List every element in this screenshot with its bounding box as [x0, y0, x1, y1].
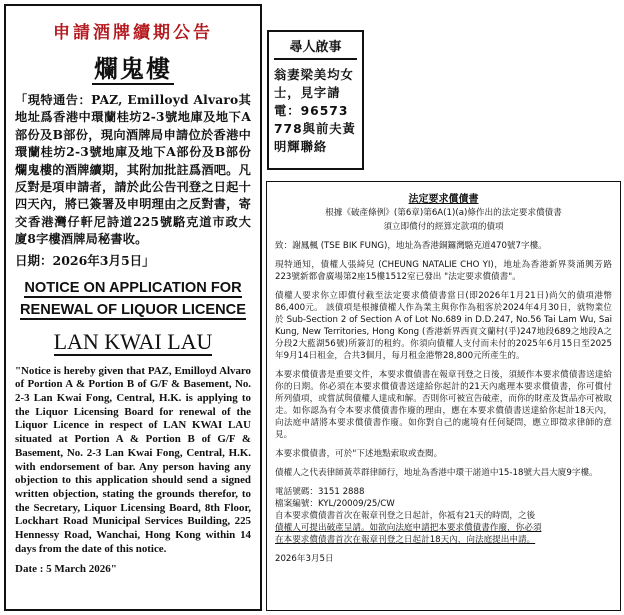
zh-notice-body: 「現特通告：PAZ, Emilloyd Alvaro其地址爲香港中環蘭桂坊2-3號地庫及地下A部份及B部份，現向酒牌局申請位於香港中環蘭桂坊2-3號地庫及地下A部份及B部份爛鬼樓的酒牌續期，其附加批註爲酒吧。凡反對是項申請者，請於此公告刊登之日起十四天內，將已簽署及申明理由之反對書，寄交香港灣仔軒尼詩道225號駱克道市政大廈8字樓酒牌局秘書收。	[15, 93, 251, 247]
person-search-notice	[267, 30, 364, 170]
en-notice-date: Date : 5 March 2026"	[15, 562, 117, 575]
demand-subtitle-2: 須立即償付的經算定款項的債項	[383, 222, 504, 232]
demand-copy-location: 本要求償債書，可於"下述地點索取或查閱。	[275, 449, 443, 459]
demand-subtitle-1: 根據《破產條例》(第6章)第6A(1)(a)條作出的法定要求償債書	[325, 208, 562, 218]
demand-deadline-c: 在本要求償債書首次在報章刊登之日起計18天內，向法庭提出申請。	[275, 535, 536, 545]
en-heading-line-1: NOTICE ON APPLICATION FOR	[24, 279, 242, 296]
demand-date: 2026年3月5日	[275, 554, 334, 564]
person-search-body: 翁妻梁美均女士，見字請電：96573778與前夫黃明輝聯絡	[274, 68, 356, 154]
demand-deadline-a: 自本要求償債書首次在報章刊登之日起計，你祗有21天的時間，之後	[275, 511, 536, 521]
liquor-licence-notice	[4, 4, 262, 611]
demand-solicitor: 債權人之代表律師黃萃群律師行，地址為香港中環干諾道中15-18號大昌大廈9字樓。	[275, 468, 598, 478]
demand-addressee: 致：謝鳳楓 (TSE BIK FUNG)，地址為香港銅鑼灣駱克道470號7字樓。	[275, 241, 547, 251]
en-business-name: LAN KWAI LAU	[53, 328, 213, 354]
en-heading-line-2: RENEWAL OF LIQUOR LICENCE	[20, 301, 246, 318]
demand-creditor: 現特通知，債權人張綺兒 (CHEUNG NATALIE CHO YI)，地址為香港新界葵涌興芳路223號新都會廣場第2座15樓1512室已發出 "法定要求償債書"。	[275, 260, 612, 282]
demand-title: 法定要求償債書	[408, 194, 479, 205]
demand-important: 本要求償債書是重要文件，本要求償債書在報章刊登之日後，須緩作本要求償債書送達給你的日期。你必須在本要求償債書送達給你起計的21天內處理本要求償債書，你可償付所列債項，或嘗試與債權人達成和解。否則你可被宣告破產，而你的財產及貨品亦可被取走。如你認為有令本要求償債書作廢的理由，應在本要求償債書送達給你起計18天內，向法庭申請將本要求償債書作廢。如你對自己的處境有任何疑問，應立即徵求律師的意見。	[275, 370, 612, 440]
zh-notice-date: 日期：2026年3月5日」	[15, 252, 155, 268]
demand-contact	[275, 486, 612, 546]
demand-claim: 債權人要求你立即償付截至法定要求償債書當日(即2026年1月21日)尚欠的債項港幣86,400元。 該債項是根據債權人作為業主與你作為租客於2024年4月30日，就物業位於 Sub-Section 2 of Section A of Lot No.689 in D.D.247, No.56 Tai Lam Wu, Sai Kung, New Territories, Hong Kong (香港新界西貢文蘭村(乎)247地段689之地段A之分段2大藍湖56號)所簽訂的租約。你須向債權人支付而未付的2025年6月15日至2025年9月14日租金，合共3個月，每月租金港幣28,800元所產生的。	[275, 291, 612, 361]
en-heading	[15, 277, 251, 321]
en-notice-body: "Notice is hereby given that PAZ, Emilloyd Alvaro of Portion A & Portion B of G/F & Basement, No. 2-3 Lan Kwai Fong, Central, H.K. is applying to the Liquor Licensing Board for renewal of the Liquor Licence in respect of LAN KWAI LAU situated at Portion A & Portion B of G/F & Basement, No. 2-3 Lan Kwai Fong, Central, H.K. with endorsement of bar. Any person having any objection to this application should send a signed written objection, stating the grounds therefor, to the Secretary, Liquor Licensing Board, 8th Floor, Lockhart Road Municipal Services Building, 225 Hennessy Road, Wanchai, Hong Kong within 14 days from the date of this notice.	[15, 364, 251, 555]
person-search-title: 尋人啟事	[274, 36, 357, 60]
demand-telephone: 電話號碼：3151 2888	[275, 487, 365, 497]
zh-business-name: 爛鬼樓	[94, 55, 172, 83]
demand-reference: 檔案編號：KYL/20009/25/CW	[275, 499, 395, 509]
statutory-demand-notice	[266, 181, 621, 611]
demand-deadline-b: 債權人可提出破產呈請。如欲向法庭申請把本要求償債書作廢，你必須	[275, 523, 542, 533]
zh-heading: 申請酒牌續期公告	[53, 23, 213, 43]
